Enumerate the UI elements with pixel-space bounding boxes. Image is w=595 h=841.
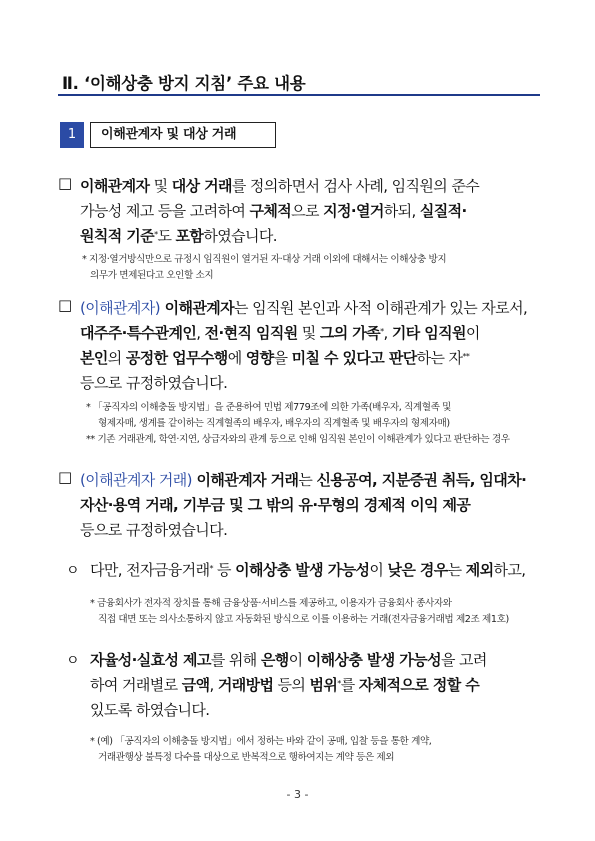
page-title: Ⅱ. ‘이해상충 방지 지침’ 주요 내용 <box>62 74 306 93</box>
box-bullet: □ <box>58 468 73 486</box>
paragraph-transactions: (이해관계자 거래) 이해관계자 거래는 신용공여, 지분증권 취득, 임대차· 자산·용역 거래, 기부금 및 그 밖의 유·무형의 경제적 이익 제공 등으로 규정하였습니다. <box>80 471 527 539</box>
footnote-definition: * 지정·열거방식만으로 규정시 임직원이 열거된 자·대상 거래 이외에 대해서는 이해상충 방지 의무가 면제된다고 오인할 소지 <box>82 254 447 281</box>
page-number: - 3 - <box>286 788 309 801</box>
paragraph-autonomy: 자율성·실효성 제고를 위해 은행이 이해상충 발생 가능성을 고려 하여 거래별로 금액, 거래방법 등의 범위*를 자체적으로 정할 수 있도록 하였습니다. <box>90 651 487 719</box>
footnote-stakeholders: * 「공직자의 이해충돌 방지법」을 준용하여 민법 제779조에 의한 가족(배우자, 직계혈족 및 형제자매, 생계를 같이하는 직계혈족의 배우자, 배우자의 직계혈족 및 배우자의 형제자매) ** 기존 거래관계, 학연·지연, 상급자와의 관계 등으로 인해 임직원 본인이 이해관계가 있다고 판단하는 경우 <box>86 402 510 445</box>
paragraph-definition: 이해관계자 및 대상 거래를 정의하면서 검사 사례, 임직원의 준수 가능성 제고 등을 고려하여 구체적으로 지정·열거하되, 실질적· 원칙적 기준*도 포함하였습니다. <box>80 177 480 245</box>
footnote-example: * (예) 「공직자의 이해충돌 방지법」에서 정하는 바와 같이 공매, 입찰 등을 통한 계약, 거래관행상 불특정 다수를 대상으로 반복적으로 행하여지는 계약 등은 제외 <box>90 736 432 763</box>
circle-bullet: ㅇ <box>66 653 80 669</box>
tag-stakeholders: (이해관계자) <box>80 299 160 317</box>
title-rule <box>58 94 540 96</box>
section-number-badge: 1 <box>60 122 84 148</box>
tag-transactions: (이해관계자 거래) <box>80 471 192 489</box>
circle-bullet: ㅇ <box>66 563 80 579</box>
box-bullet: □ <box>58 174 73 192</box>
section-title: 이해관계자 및 대상 거래 <box>90 122 276 148</box>
paragraph-exception: 다만, 전자금융거래* 등 이해상충 발생 가능성이 낮은 경우는 제외하고, <box>90 561 526 579</box>
paragraph-stakeholders: (이해관계자) 이해관계자는 임직원 본인과 사적 이해관계가 있는 자로서, 대주주·특수관계인, 전·현직 임직원 및 그의 가족*, 기타 임직원이 본인의 공정한 업무수행에 영향을 미칠 수 있다고 판단하는 자** 등으로 규정하였습니다. <box>80 299 528 392</box>
footnote-electronic-finance: * 금융회사가 전자적 장치를 통해 금융상품·서비스를 제공하고, 이용자가 금융회사 종사자와 직접 대면 또는 의사소통하지 않고 자동화된 방식으로 이를 이용하는 거래(전자금융거래법 제2조 제1호) <box>90 598 509 625</box>
box-bullet: □ <box>58 296 73 314</box>
